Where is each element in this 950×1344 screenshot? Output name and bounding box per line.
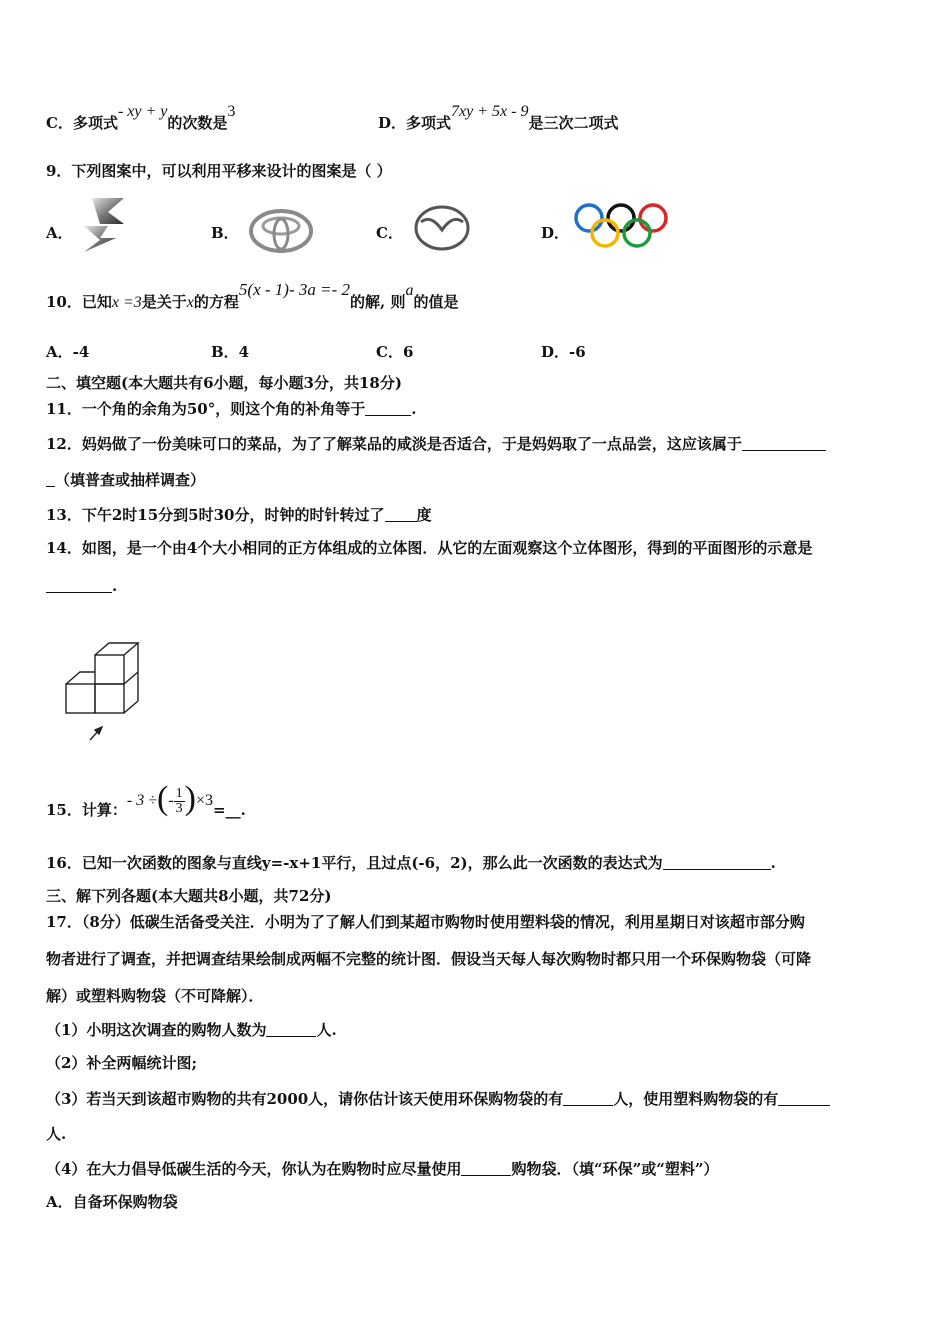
q9-option-d-label: D． <box>541 224 570 242</box>
q12-line2 <box>46 472 205 488</box>
q17-s3-blank-2[interactable] <box>778 1091 830 1106</box>
q17-s4-end: 购物袋．（填“环保”或“塑料”） <box>511 1160 719 1178</box>
q10-option-b: B．4 <box>211 343 250 361</box>
q8-c-value: 3 <box>227 103 236 120</box>
q10-option-c: C．6 <box>376 343 414 361</box>
q15-num: 1 <box>175 785 183 801</box>
q10-option-a: A．-4 <box>46 343 90 361</box>
q17-s3-mid: 人，使用塑料购物袋的有 <box>613 1090 779 1108</box>
q12-blank-cont[interactable] <box>46 472 55 487</box>
q17-sub4 <box>46 1161 718 1177</box>
q8-c-expr: - xy + y <box>117 103 168 120</box>
q14-blank[interactable] <box>46 578 112 593</box>
q15-fraction <box>174 787 185 816</box>
q15-paren-open: ( <box>156 780 169 817</box>
q16 <box>46 855 776 871</box>
q17-sub3 <box>46 1091 830 1107</box>
view-direction-arrow-icon <box>90 727 102 740</box>
q13-text: 13．下午2时15分到5时30分，时钟的时针转过了 <box>46 506 385 524</box>
q16-blank[interactable] <box>663 855 771 870</box>
q14-end: . <box>112 577 118 595</box>
ring-red <box>640 205 666 231</box>
q15-neg: - <box>168 792 174 809</box>
q10-option-d: D．-6 <box>541 343 586 361</box>
q8-d-label: D．多项式 <box>378 114 452 132</box>
q13 <box>46 507 432 523</box>
q14: 14．如图，是一个由4个大小相同的正方体组成的立体图．从它的左面观察这个立体图形，得到的平面图形的示意是 <box>46 539 813 557</box>
q11-blank[interactable] <box>365 401 411 416</box>
q15-paren-close: ) <box>184 780 196 817</box>
q17-legend-a: A．自备环保购物袋 <box>46 1193 178 1211</box>
q17-s4-text: （4）在大力倡导低碳生活的今天，你认为在购物时应尽量使用 <box>46 1160 462 1178</box>
suzuki-logo-icon <box>78 196 130 254</box>
mazda-logo-icon <box>413 204 471 252</box>
ring-yellow <box>592 220 618 246</box>
q10-eq2: 5(x - 1)- 3a =- 2 <box>238 280 350 299</box>
q10-p5: 的值是 <box>413 293 459 311</box>
cube-stack-figure <box>60 628 150 750</box>
q8-option-d <box>378 103 619 132</box>
q11-end: . <box>411 400 417 418</box>
q10-p2: 是关于 <box>141 293 187 311</box>
section-3-heading: 三、解下列各题(本大题共8小题，共72分) <box>46 887 332 905</box>
q17-sub2: （2）补全两幅统计图; <box>46 1054 197 1072</box>
q13-blank[interactable] <box>385 507 417 522</box>
q17-s4-blank[interactable] <box>461 1161 511 1176</box>
q16-end: . <box>770 854 776 872</box>
q9-option-c-label: C． <box>376 224 403 242</box>
q13-end: 度 <box>416 506 432 524</box>
q12-hint: （填普查或抽样调查） <box>55 471 206 489</box>
q15-end: =__. <box>213 801 246 819</box>
q11 <box>46 401 416 417</box>
q11-text: 11．一个角的余角为50°，则这个角的补角等于 <box>46 400 366 418</box>
q17-line1: 17．（8分）低碳生活备受关注．小明为了了解人们到某超市购物时使用塑料袋的情况，利用星期日对该超市部分购 <box>46 913 805 931</box>
q17-s3-blank-1[interactable] <box>563 1091 613 1106</box>
q8-c-mid: 的次数是 <box>167 114 228 132</box>
q10-eq1: x =3 <box>111 294 142 311</box>
q15-dividend: - 3 ÷ <box>126 792 157 809</box>
q10-var: x <box>186 294 194 311</box>
q17-line3: 解）或塑料购物袋（不可降解）． <box>46 987 264 1005</box>
q15-times: ×3 <box>195 792 213 809</box>
q17-s1-text: （1）小明这次调查的购物人数为 <box>46 1021 267 1039</box>
q14-answer <box>46 578 117 594</box>
q10-p3: 的方程 <box>193 293 239 311</box>
q15 <box>46 780 246 828</box>
q9-option-a-label: A． <box>46 224 73 242</box>
q17-s1-blank[interactable] <box>266 1022 316 1037</box>
ring-green <box>624 220 650 246</box>
q10-p4: 的解, 则 <box>350 293 406 311</box>
q10-p1: 10．已知 <box>46 293 112 311</box>
q12-text: 12．妈妈做了一份美味可口的菜品，为了了解菜品的咸淡是否适合，于是妈妈取了一点品尝，这应该属于 <box>46 435 742 453</box>
ring-blue <box>576 205 602 231</box>
q17-sub1 <box>46 1022 337 1038</box>
q8-option-c <box>46 103 236 132</box>
q9-stem: 9．下列图案中，可以利用平移来设计的图案是（ ） <box>46 162 392 180</box>
q10-stem <box>46 280 459 311</box>
olympic-rings-icon <box>572 202 670 250</box>
q8-d-expr: 7xy + 5x - 9 <box>451 103 529 120</box>
q8-d-tail: 是三次二项式 <box>528 114 619 132</box>
q9-option-b-label: B． <box>211 224 239 242</box>
q17-s1-end: 人. <box>316 1021 337 1039</box>
q16-text: 16．已知一次函数的图象与直线y=-x+1平行，且过点(-6，2)，那么此一次函数的表达式为 <box>46 854 663 872</box>
section-2-heading: 二、填空题(本大题共有6小题，每小题3分，共18分) <box>46 374 402 392</box>
q17-sub3-end: 人. <box>46 1125 67 1143</box>
q12-blank[interactable] <box>742 436 826 451</box>
toyota-logo-icon <box>248 208 314 254</box>
q12 <box>46 436 826 452</box>
q10-var2: a <box>405 282 414 299</box>
q15-label: 15．计算： <box>46 801 127 819</box>
q17-line2: 物者进行了调查，并把调查结果绘制成两幅不完整的统计图．假设当天每人每次购物时都只用一个环保购物袋（可降 <box>46 950 812 968</box>
q8-c-label: C．多项式 <box>46 114 118 132</box>
ring-black <box>608 205 634 231</box>
q15-den: 3 <box>175 800 183 816</box>
q17-s3-text: （3）若当天到该超市购物的共有2000人，请你估计该天使用环保购物袋的有 <box>46 1090 564 1108</box>
